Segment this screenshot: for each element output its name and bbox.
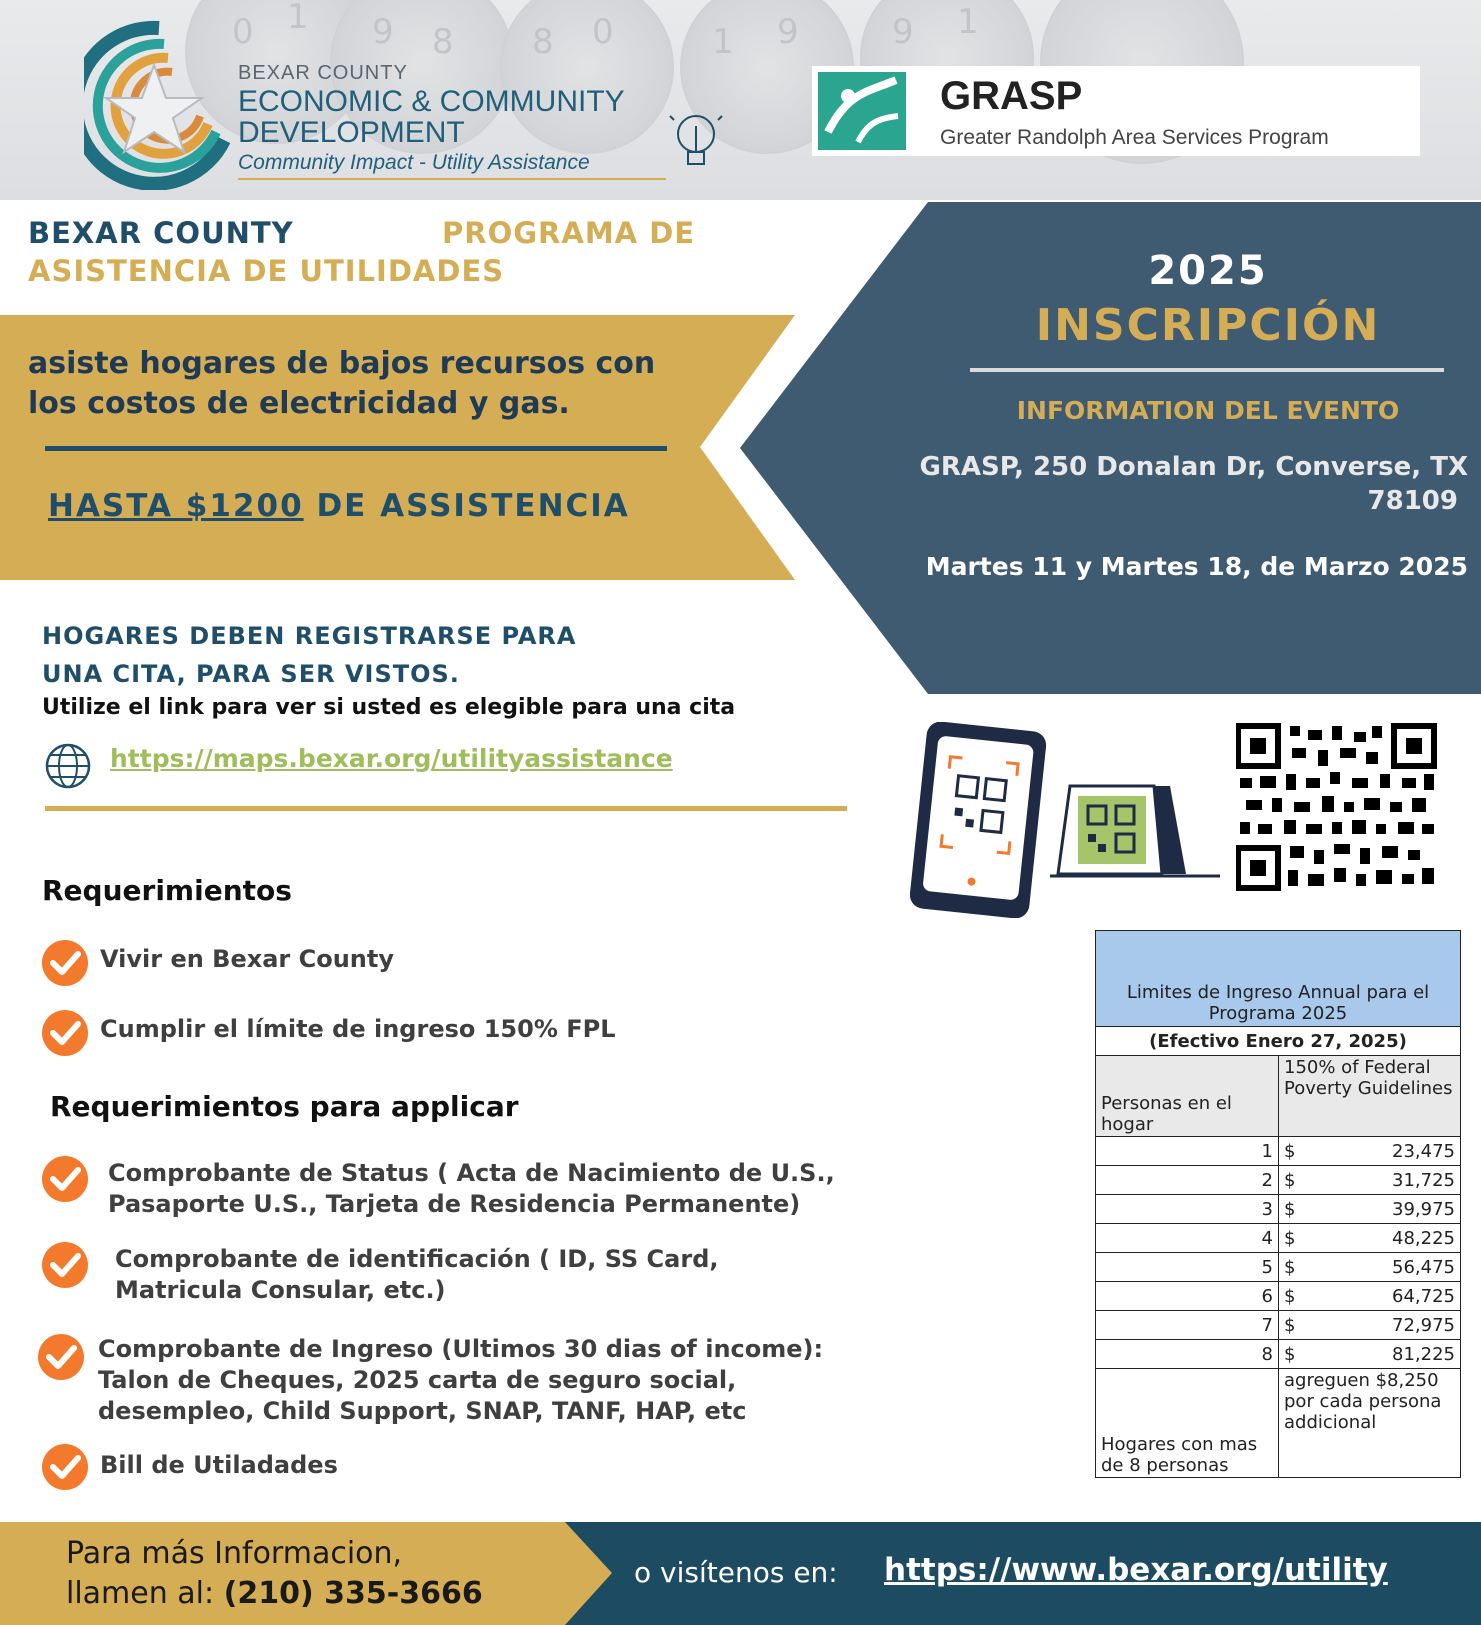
- org-name-line2: DEVELOPMENT: [238, 116, 465, 149]
- currency-symbol: $: [1284, 1285, 1296, 1307]
- banner-rule: [45, 446, 667, 451]
- currency-symbol: $: [1284, 1343, 1296, 1365]
- cell-amount: [1279, 1340, 1461, 1369]
- table-row: [1096, 1340, 1461, 1369]
- apply-item-line: Comprobante de identificación ( ID, SS Card,: [115, 1245, 719, 1273]
- footer-info-line1: Para más Informacion,: [66, 1536, 403, 1571]
- event-rule: [970, 368, 1444, 372]
- check-icon: [42, 1010, 88, 1056]
- footer-info-line2: [66, 1574, 483, 1614]
- apply-item-income: [98, 1334, 823, 1427]
- amount-value: 64,725: [1392, 1285, 1455, 1307]
- cell-amount: [1279, 1224, 1461, 1253]
- check-icon: [42, 1156, 88, 1202]
- org-tagline: Community Impact - Utility Assistance: [238, 151, 590, 174]
- table-row: [1096, 1253, 1461, 1282]
- amount-value: 31,725: [1392, 1169, 1455, 1191]
- footer-info: [66, 1534, 483, 1614]
- assist-text: [28, 344, 655, 424]
- event-year: 2025: [1148, 248, 1268, 294]
- cell-amount: [1279, 1166, 1461, 1195]
- currency-symbol: $: [1284, 1227, 1296, 1249]
- check-icon: [42, 1242, 88, 1288]
- currency-symbol: $: [1284, 1169, 1296, 1191]
- footer-website-link[interactable]: https://www.bexar.org/utility: [884, 1552, 1388, 1588]
- org-small-label: BEXAR COUNTY: [238, 62, 408, 84]
- requirement-item: Vivir en Bexar County: [100, 945, 394, 973]
- table-title: Limites de Ingreso Annual para el Programa 2025: [1096, 931, 1461, 1027]
- org-name-line1: ECONOMIC & COMMUNITY: [238, 85, 625, 118]
- cell-persons: 3: [1096, 1195, 1279, 1224]
- amount-value: 81,225: [1392, 1343, 1455, 1365]
- meter-dial: 8 0: [500, 0, 674, 154]
- tagline-rule: [238, 178, 666, 180]
- cell-amount: [1279, 1253, 1461, 1282]
- program-title-dark: BEXAR COUNTY: [28, 216, 294, 250]
- meter-dial: 9 8: [330, 0, 514, 154]
- meter-dial: 0 1: [185, 0, 369, 144]
- cell-persons: 8: [1096, 1340, 1279, 1369]
- apply-item-bill: Bill de Utiladades: [100, 1451, 338, 1479]
- register-instruction: Utilize el link para ver si usted es elegible para una cita: [42, 695, 736, 720]
- assistance-amount-underlined: HASTA $1200: [48, 488, 304, 524]
- cell-persons: 4: [1096, 1224, 1279, 1253]
- check-icon: [42, 1444, 88, 1490]
- program-title-gold-2: ASISTENCIA DE UTILIDADES: [28, 254, 505, 288]
- globe-icon: [44, 742, 92, 790]
- footer-phone[interactable]: (210) 335-3666: [223, 1576, 483, 1611]
- event-address-line1: GRASP, 250 Donalan Dr, Converse, TX: [919, 452, 1468, 482]
- assist-line-2: los costos de electricidad y gas.: [28, 386, 570, 421]
- event-info-label: INFORMATION DEL EVENTO: [1016, 396, 1400, 425]
- table-row: [1096, 1224, 1461, 1253]
- col-header-persons: Personas en el hogar: [1096, 1056, 1279, 1137]
- table-row: [1096, 1195, 1461, 1224]
- amount-value: 48,225: [1392, 1227, 1455, 1249]
- cell-persons: 1: [1096, 1137, 1279, 1166]
- partner-name: GRASP: [940, 74, 1083, 118]
- apply-item-line: Talon de Cheques, 2025 carta de seguro social,: [98, 1366, 737, 1394]
- cell-amount: [1279, 1137, 1461, 1166]
- apply-item-line: Matricula Consular, etc.): [115, 1276, 446, 1304]
- apply-item-id: [115, 1244, 719, 1306]
- cell-amount: [1279, 1311, 1461, 1340]
- table-row: [1096, 1166, 1461, 1195]
- register-line-2: UNA CITA, PARA SER VISTOS.: [42, 660, 460, 688]
- table-effective-date: (Efectivo Enero 27, 2025): [1096, 1027, 1461, 1056]
- event-enroll-title: INSCRIPCIÓN: [1035, 300, 1381, 351]
- check-icon: [42, 940, 88, 986]
- extra-household-label: Hogares con mas de 8 personas: [1096, 1369, 1279, 1478]
- table-row-extra: [1096, 1369, 1461, 1478]
- cell-amount: [1279, 1195, 1461, 1224]
- income-limit-table: [1095, 930, 1461, 1478]
- cell-persons: 5: [1096, 1253, 1279, 1282]
- eligibility-link[interactable]: https://maps.bexar.org/utilityassistance: [110, 744, 673, 773]
- cell-amount: [1279, 1282, 1461, 1311]
- check-icon: [38, 1334, 84, 1380]
- qr-stand-icon: [1050, 780, 1220, 880]
- apply-requirements-heading: Requerimientos para applicar: [50, 1090, 519, 1123]
- extra-household-value: agreguen $8,250 por cada persona addicional: [1279, 1369, 1461, 1478]
- meter-dial: 9 1: [860, 0, 1034, 144]
- event-address-line2: 78109: [1367, 486, 1458, 516]
- currency-symbol: $: [1284, 1140, 1296, 1162]
- cell-persons: 6: [1096, 1282, 1279, 1311]
- cell-persons: 2: [1096, 1166, 1279, 1195]
- assistance-amount: [48, 488, 630, 524]
- qr-code-icon[interactable]: [1236, 722, 1438, 892]
- apply-item-status: [108, 1158, 835, 1220]
- col-header-guideline: 150% of Federal Poverty Guidelines: [1279, 1056, 1461, 1137]
- table-row: [1096, 1311, 1461, 1340]
- event-dates: Martes 11 y Martes 18, de Marzo 2025: [925, 552, 1468, 581]
- program-title-gold-1: PROGRAMA DE: [442, 216, 696, 250]
- requirements-heading: Requerimientos: [42, 874, 292, 907]
- amount-value: 72,975: [1392, 1314, 1455, 1336]
- grasp-logo-icon: [818, 72, 906, 150]
- meter-dial: 1 9: [680, 0, 854, 154]
- registration-rule: [45, 806, 847, 811]
- requirement-item: Cumplir el límite de ingreso 150% FPL: [100, 1015, 616, 1043]
- apply-item-line: Comprobante de Ingreso (Ultimos 30 dias of income):: [98, 1335, 824, 1363]
- currency-symbol: $: [1284, 1314, 1296, 1336]
- currency-symbol: $: [1284, 1198, 1296, 1220]
- table-row: [1096, 1137, 1461, 1166]
- currency-symbol: $: [1284, 1256, 1296, 1278]
- star-logo-icon: [84, 20, 234, 190]
- apply-item-line: Pasaporte U.S., Tarjeta de Residencia Permanente): [108, 1190, 801, 1218]
- register-line-1: HOGARES DEBEN REGISTRARSE PARA: [42, 622, 577, 650]
- amount-value: 39,975: [1392, 1198, 1455, 1220]
- footer-visit-label: o visítenos en:: [634, 1556, 838, 1589]
- apply-item-line: Comprobante de Status ( Acta de Nacimiento de U.S.,: [108, 1159, 835, 1187]
- amount-value: 56,475: [1392, 1256, 1455, 1278]
- assist-line-1: asiste hogares de bajos recursos con: [28, 346, 656, 381]
- partner-full-name: Greater Randolph Area Services Program: [940, 126, 1329, 149]
- cell-persons: 7: [1096, 1311, 1279, 1340]
- assistance-amount-rest: DE ASSISTENCIA: [316, 488, 630, 524]
- event-address: [870, 450, 1468, 518]
- lightbulb-icon: [668, 106, 724, 176]
- table-row: [1096, 1282, 1461, 1311]
- apply-item-line: desempleo, Child Support, SNAP, TANF, HAP, etc: [98, 1397, 747, 1425]
- footer-call-label: llamen al:: [66, 1576, 215, 1611]
- amount-value: 23,475: [1392, 1140, 1455, 1162]
